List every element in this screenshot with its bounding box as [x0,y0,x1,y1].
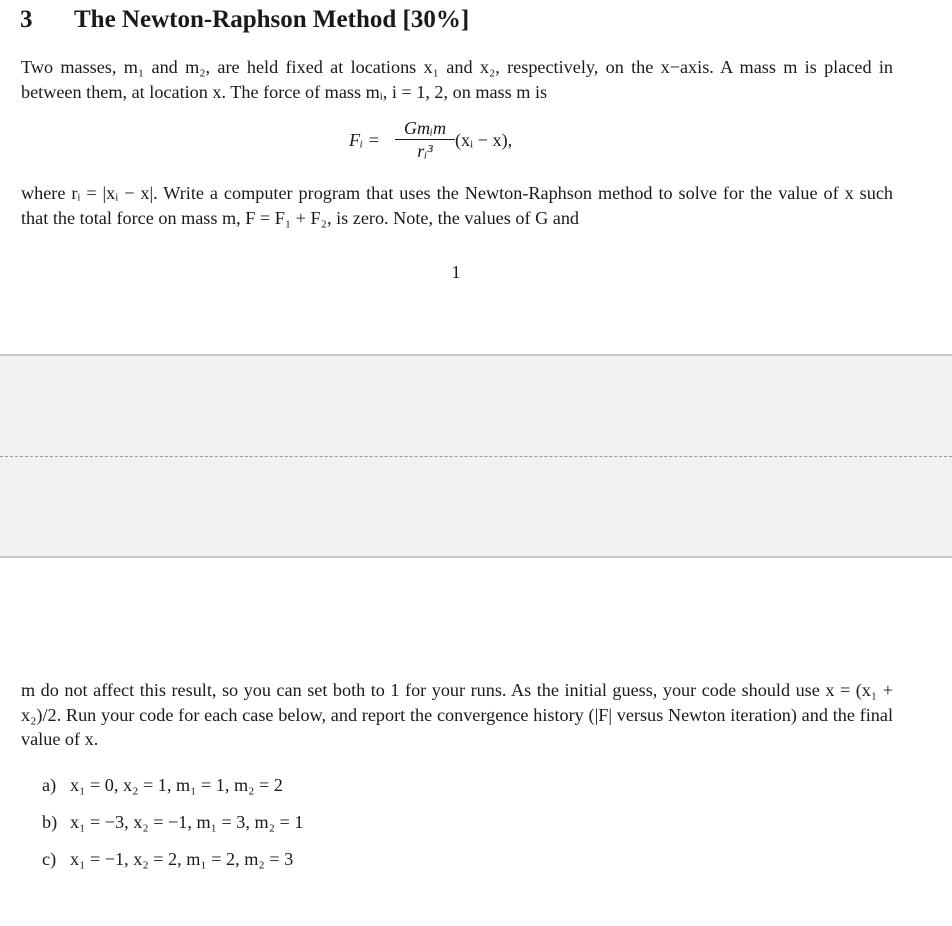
section-number: 3 [20,6,33,33]
case-label: b) [42,812,58,832]
case-text: x₁ = 0, x₂ = 1, m₁ = 1, m₂ = 2 [70,775,283,795]
page-break-dashed-line [0,456,952,457]
case-label: c) [42,849,57,869]
intro-paragraph: Two masses, m₁ and m₂, are held fixed at locations x₁ and x₂, respectively, on the x−axis. A mass m is placed in between them, at location x. The force of mass mᵢ, i = 1, 2, on mass m is [21,57,893,102]
section-title: The Newton-Raphson Method [30%] [74,6,470,33]
case-text: x₁ = −3, x₂ = −1, m₁ = 3, m₂ = 1 [70,812,304,832]
case-item [42,773,303,810]
case-item [42,847,303,884]
case-label: a) [42,775,57,795]
page-number: 1 [451,262,461,282]
document-page-1 [0,0,952,354]
formula-rhs: (xᵢ − x), [455,130,513,150]
section-heading [20,6,469,34]
formula-denominator: rᵢ³ [417,141,433,161]
case-text: x₁ = −1, x₂ = 2, m₁ = 2, m₂ = 3 [70,849,294,869]
case-item [42,810,303,847]
fraction-bar [395,139,455,140]
continuation-paragraph: where rᵢ = |xᵢ − x|. Write a computer program that uses the Newton-Raphson method to solve for the value of x such that the total force on mass m, F = F₁ + F₂, is zero. Note, the values of G and [21,183,893,228]
page-break-gap [0,354,952,558]
case-list [42,773,303,884]
document-page-2 [0,558,952,926]
formula-numerator: Gmᵢm [403,118,447,138]
continued-paragraph: m do not affect this result, so you can set both to 1 for your runs. As the initial guess, your code should use x = (x₁ + x₂)/2. Run your code for each case below, and report the convergence history (|F| versus Newton iteration) and the final value of x. [21,680,893,749]
formula-lhs: Fᵢ = [349,130,380,150]
formula-fraction [395,118,455,161]
